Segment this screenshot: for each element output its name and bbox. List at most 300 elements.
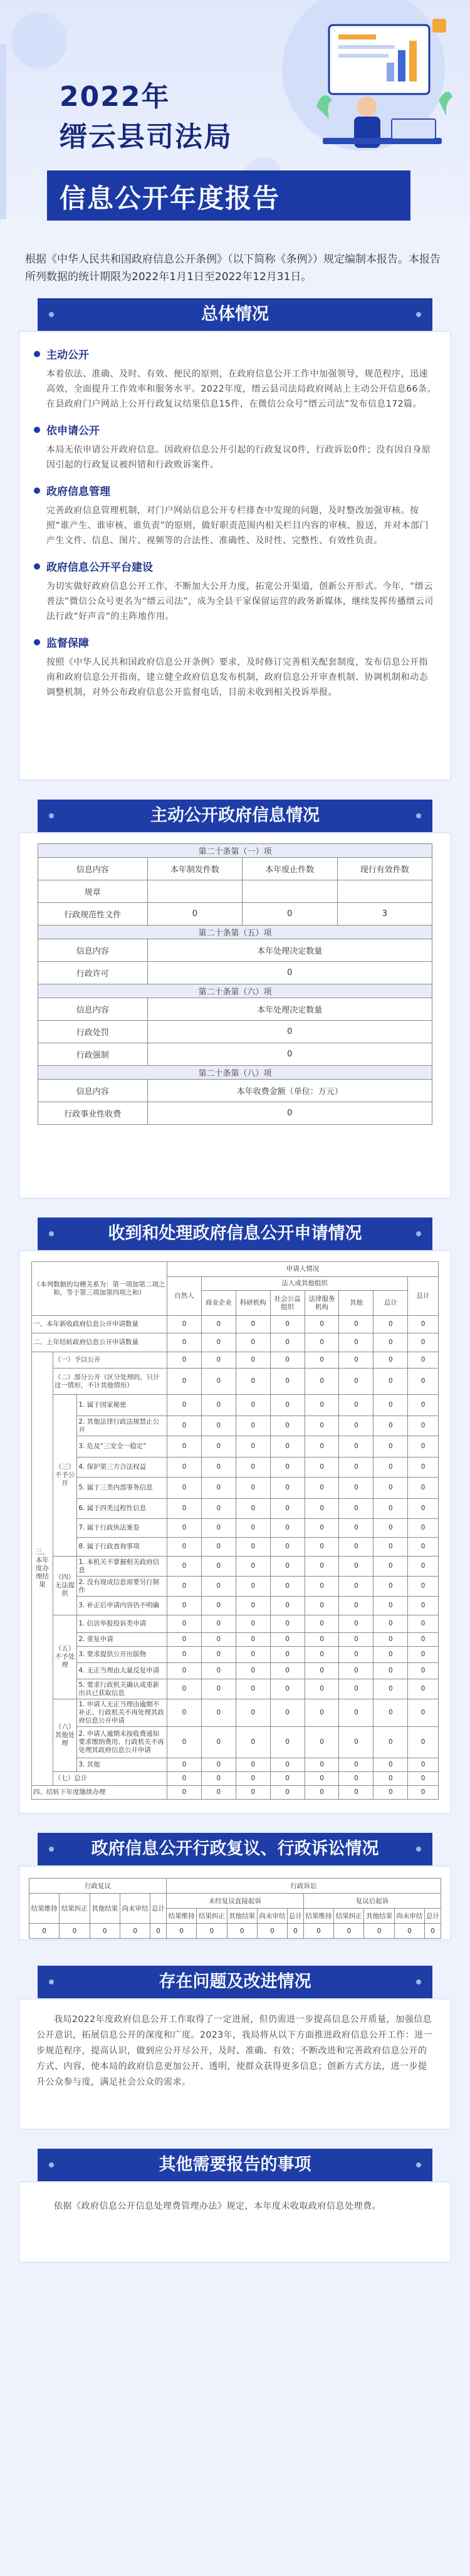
value-cell: 0 xyxy=(236,1519,270,1538)
value-cell: 0 xyxy=(167,1679,201,1699)
table-corner-note: （本列数据的勾稽关系为：第一项加第二项之和，等于第三项加第四项之和） xyxy=(32,1262,167,1316)
table-row xyxy=(32,1519,439,1538)
value-cell: 0 xyxy=(305,1557,339,1577)
value-cell: 0 xyxy=(373,1758,408,1772)
value-cell: 0 xyxy=(305,1436,339,1457)
col-header: 信息内容 xyxy=(38,939,148,962)
table-row xyxy=(32,1679,439,1699)
table-row xyxy=(32,1615,439,1633)
value-cell: 0 xyxy=(339,1772,373,1786)
value-cell: 0 xyxy=(270,1416,305,1436)
value-cell: 0 xyxy=(373,1615,408,1633)
header-hero xyxy=(0,0,470,232)
value-cell: 0 xyxy=(227,1924,257,1939)
row-label: 2. 没有现成信息需要另行制作 xyxy=(77,1577,167,1597)
row-label: 1. 申请人无正当理由逾期不补正、行政机关不再处理其政府信息公开申请 xyxy=(77,1699,167,1727)
value-cell: 0 xyxy=(339,1786,373,1800)
value-cell: 0 xyxy=(408,1369,439,1395)
col-header: 本年制发件数 xyxy=(147,858,242,880)
value-cell: 0 xyxy=(201,1772,236,1786)
cell: 0 xyxy=(147,962,432,984)
value-cell: 0 xyxy=(305,1333,339,1352)
table-row xyxy=(32,1333,439,1352)
item-text: 按照《中华人民共和国政府信息公开条例》要求，及时修订完善相关配套制度，发布信息公开指南和政府信息公开指南，建立健全政府信息发布机制，政府信息公开审查机制、协调机制和动态调整机制，对外公布政府信息公开监督电话，目前未收到相关投诉举报。 xyxy=(46,657,428,697)
value-cell: 0 xyxy=(408,1538,439,1557)
value-cell: 0 xyxy=(339,1633,373,1647)
value-cell: 0 xyxy=(201,1369,236,1395)
value-cell: 0 xyxy=(166,1924,196,1939)
col-header: 总计 xyxy=(288,1909,304,1924)
bullet-icon xyxy=(34,488,40,494)
table-row xyxy=(29,1894,441,1909)
col-header: 其他结果 xyxy=(90,1894,120,1924)
value-cell: 0 xyxy=(305,1647,339,1663)
decor-dot xyxy=(49,813,54,818)
article-heading: 第二十条第（一）项 xyxy=(38,844,432,858)
value-cell: 0 xyxy=(373,1519,408,1538)
value-cell: 0 xyxy=(167,1316,201,1333)
applications-table xyxy=(31,1261,439,1800)
value-cell: 0 xyxy=(270,1395,305,1416)
value-cell: 0 xyxy=(373,1333,408,1352)
value-cell: 0 xyxy=(373,1395,408,1416)
decor-dot xyxy=(49,1231,54,1236)
table-row xyxy=(32,1786,439,1800)
col-header: 行政诉讼 xyxy=(166,1879,441,1894)
value-cell: 0 xyxy=(236,1758,270,1772)
section-title: 政府信息公开行政复议、行政诉讼情况 xyxy=(91,1839,379,1859)
value-cell: 0 xyxy=(373,1647,408,1663)
col-header: 法人或其他组织 xyxy=(201,1277,407,1291)
value-cell: 0 xyxy=(90,1924,120,1939)
col-header: 尚未审结 xyxy=(120,1894,150,1924)
value-cell: 0 xyxy=(339,1499,373,1519)
value-cell: 0 xyxy=(339,1758,373,1772)
row-label: 4. 保护第三方合法权益 xyxy=(77,1457,167,1478)
value-cell: 0 xyxy=(408,1615,439,1633)
value-cell: 0 xyxy=(408,1499,439,1519)
value-cell: 0 xyxy=(270,1538,305,1557)
report-title: 信息公开年度报告 xyxy=(47,170,410,221)
value-cell: 0 xyxy=(201,1557,236,1577)
value-cell: 0 xyxy=(201,1633,236,1647)
value-cell: 0 xyxy=(305,1519,339,1538)
value-cell: 0 xyxy=(303,1924,333,1939)
value-cell: 0 xyxy=(167,1519,201,1538)
bullet-icon xyxy=(34,351,40,357)
item-text: 完善政府信息管理机制，对门户网站信息公开专栏排查中发现的问题，及时整改加强审核。按照“谁产生、谁审核、谁负责”的原则，做好职责范围内相关栏目内容的审核、报送，并对本部门产生文件、信息、图片、视频等的合法性、准确性、及时性、完整性、有效性负责。 xyxy=(46,506,429,546)
section-heading-problems xyxy=(38,1966,432,1998)
value-cell: 0 xyxy=(270,1663,305,1679)
col-header: 信息内容 xyxy=(38,998,148,1021)
table-row xyxy=(32,1416,439,1436)
value-cell: 0 xyxy=(394,1924,424,1939)
value-cell: 0 xyxy=(305,1538,339,1557)
row-label: 行政事业性收费 xyxy=(38,1102,148,1125)
value-cell: 0 xyxy=(270,1519,305,1538)
value-cell: 0 xyxy=(236,1577,270,1597)
value-cell: 0 xyxy=(408,1395,439,1416)
value-cell: 0 xyxy=(339,1647,373,1663)
article-heading: 第二十条第（五）项 xyxy=(38,926,432,939)
section-title: 其他需要报告的事项 xyxy=(159,2155,311,2174)
table-row xyxy=(29,1924,441,1939)
item-label: 政府信息管理 xyxy=(46,486,110,498)
value-cell: 0 xyxy=(236,1727,270,1758)
value-cell: 0 xyxy=(373,1633,408,1647)
decor-dot xyxy=(49,2162,54,2167)
value-cell: 0 xyxy=(201,1538,236,1557)
cell: 0 xyxy=(147,1043,432,1066)
table-row xyxy=(32,1758,439,1772)
value-cell: 0 xyxy=(236,1647,270,1663)
value-cell: 0 xyxy=(236,1499,270,1519)
value-cell: 0 xyxy=(339,1577,373,1597)
value-cell: 0 xyxy=(201,1758,236,1772)
col-header: 结果纠正 xyxy=(334,1909,364,1924)
value-cell: 0 xyxy=(201,1699,236,1727)
value-cell: 0 xyxy=(305,1679,339,1699)
value-cell: 0 xyxy=(339,1663,373,1679)
value-cell: 0 xyxy=(339,1478,373,1499)
value-cell: 0 xyxy=(167,1663,201,1679)
col-header: 商业企业 xyxy=(201,1291,236,1316)
col-header: 法律服务机构 xyxy=(305,1291,339,1316)
value-cell: 0 xyxy=(167,1597,201,1615)
value-cell: 0 xyxy=(167,1395,201,1416)
col-header: 其他结果 xyxy=(364,1909,394,1924)
value-cell: 0 xyxy=(373,1478,408,1499)
value-cell: 0 xyxy=(339,1557,373,1577)
section-heading-proactive xyxy=(38,800,432,832)
col-header: 科研机构 xyxy=(236,1291,270,1316)
value-cell: 0 xyxy=(167,1557,201,1577)
value-cell: 0 xyxy=(236,1395,270,1416)
value-cell: 0 xyxy=(305,1352,339,1369)
value-cell: 0 xyxy=(236,1597,270,1615)
decor-dot xyxy=(416,1979,421,1984)
table-row xyxy=(32,1499,439,1519)
value-cell: 0 xyxy=(373,1316,408,1333)
value-cell: 0 xyxy=(305,1786,339,1800)
row-label: 规章 xyxy=(38,880,148,903)
value-cell: 0 xyxy=(270,1758,305,1772)
decor-dot xyxy=(416,1847,421,1852)
item-text: 为切实做好政府信息公开工作，不断加大公开力度，拓宽公开渠道，创新公开形式。今年，“缙云普法”微信公众号更名为“缙云司法”，成为全县干家保留运营的政务新媒体，继续发挥传播缙云司法行政“好声音”的主阵地作用。 xyxy=(46,581,434,622)
value-cell: 0 xyxy=(270,1772,305,1786)
value-cell: 0 xyxy=(305,1416,339,1436)
value-cell: 0 xyxy=(305,1758,339,1772)
row-label: 3. 要求提供公开出版物 xyxy=(77,1647,167,1663)
table-row xyxy=(32,1352,439,1369)
value-cell: 0 xyxy=(339,1369,373,1395)
col-header: 结果纠正 xyxy=(197,1909,227,1924)
org-name: 缙云县司法局 xyxy=(60,121,232,153)
value-cell: 0 xyxy=(408,1352,439,1369)
cell xyxy=(243,880,337,903)
value-cell: 0 xyxy=(408,1519,439,1538)
value-cell: 0 xyxy=(339,1395,373,1416)
col-header: 结果维持 xyxy=(303,1909,333,1924)
table-row xyxy=(32,1577,439,1597)
section-heading-applications xyxy=(38,1218,432,1250)
value-cell: 0 xyxy=(201,1663,236,1679)
row-label: 5. 属于三类内部事务信息 xyxy=(77,1478,167,1499)
value-cell: 0 xyxy=(373,1352,408,1369)
value-cell: 0 xyxy=(305,1615,339,1633)
col-header: 复议后起诉 xyxy=(303,1894,441,1909)
col-header: 其他 xyxy=(339,1291,373,1316)
subgroup-label: （四）无法提供 xyxy=(53,1557,77,1615)
value-cell: 0 xyxy=(167,1416,201,1436)
value-cell: 0 xyxy=(305,1395,339,1416)
value-cell: 0 xyxy=(236,1352,270,1369)
proactive-card xyxy=(19,832,451,1199)
value-cell: 0 xyxy=(167,1352,201,1369)
value-cell: 0 xyxy=(339,1316,373,1333)
value-cell: 0 xyxy=(167,1615,201,1633)
row-label: （一）予以公开 xyxy=(53,1352,167,1369)
article-heading: 第二十条第（六）项 xyxy=(38,984,432,998)
value-cell: 0 xyxy=(305,1577,339,1597)
value-cell: 0 xyxy=(236,1538,270,1557)
value-cell: 0 xyxy=(373,1499,408,1519)
value-cell: 0 xyxy=(201,1478,236,1499)
group-label: 三、本年度办理结果 xyxy=(32,1352,53,1786)
value-cell: 0 xyxy=(373,1557,408,1577)
value-cell: 0 xyxy=(305,1457,339,1478)
item-title xyxy=(34,422,436,437)
value-cell: 0 xyxy=(373,1727,408,1758)
office-illustration-icon xyxy=(304,13,454,163)
value-cell: 0 xyxy=(270,1557,305,1577)
col-header: 总计 xyxy=(150,1894,167,1924)
cell: 0 xyxy=(147,1102,432,1125)
row-label: 四、结转下年度继续办理 xyxy=(32,1786,167,1800)
value-cell: 0 xyxy=(288,1924,304,1939)
intro-paragraph: 根据《中华人民共和国政府信息公开条例》（以下简称《条例》）规定编制本报告。本报告所列数据的统计期限为2022年1月1日至2022年12月31日。 xyxy=(25,253,441,283)
proactive-table xyxy=(38,843,432,1125)
value-cell: 0 xyxy=(270,1786,305,1800)
row-label: （七）总计 xyxy=(53,1772,167,1786)
value-cell: 0 xyxy=(257,1924,287,1939)
value-cell: 0 xyxy=(150,1924,167,1939)
decor-dot xyxy=(416,813,421,818)
col-header: 申请人情况 xyxy=(167,1262,438,1277)
value-cell: 0 xyxy=(270,1436,305,1457)
col-header: 现行有效件数 xyxy=(337,858,432,880)
value-cell: 0 xyxy=(270,1727,305,1758)
col-header: 结果维持 xyxy=(29,1894,60,1924)
value-cell: 0 xyxy=(270,1333,305,1352)
value-cell: 0 xyxy=(60,1924,90,1939)
row-label: 1. 信访举报投诉类申请 xyxy=(77,1615,167,1633)
decor-circle xyxy=(11,13,68,69)
item-label: 依申请公开 xyxy=(46,425,100,437)
value-cell: 0 xyxy=(373,1457,408,1478)
value-cell: 0 xyxy=(236,1369,270,1395)
cell: 3 xyxy=(337,903,432,926)
value-cell: 0 xyxy=(373,1369,408,1395)
row-label: 2. 申请人逾期未按收费通知要求缴纳费用、行政机关不再处理其政府信息公开申请 xyxy=(77,1727,167,1758)
value-cell: 0 xyxy=(373,1663,408,1679)
table-row xyxy=(32,1557,439,1577)
col-header: 其他结果 xyxy=(227,1909,257,1924)
value-cell: 0 xyxy=(236,1772,270,1786)
value-cell: 0 xyxy=(270,1499,305,1519)
value-cell: 0 xyxy=(408,1699,439,1727)
value-cell: 0 xyxy=(236,1786,270,1800)
value-cell: 0 xyxy=(167,1633,201,1647)
value-cell: 0 xyxy=(201,1416,236,1436)
decor-dot xyxy=(416,2162,421,2167)
value-cell: 0 xyxy=(167,1577,201,1597)
value-cell: 0 xyxy=(201,1333,236,1352)
section-title: 主动公开政府信息情况 xyxy=(150,806,320,825)
value-cell: 0 xyxy=(167,1478,201,1499)
item-text: 本局无依申请公开政府信息。因政府信息公开引起的行政复议0件，行政诉讼0件；没有因自身原因引起的行政复议被纠错和行政败诉案件。 xyxy=(46,445,431,470)
value-cell: 0 xyxy=(305,1597,339,1615)
col-header: 社会公益组织 xyxy=(270,1291,305,1316)
item-title xyxy=(34,558,436,574)
problems-card xyxy=(19,1998,451,2130)
value-cell: 0 xyxy=(305,1478,339,1499)
value-cell: 0 xyxy=(305,1727,339,1758)
table-row xyxy=(32,1395,439,1416)
value-cell: 0 xyxy=(305,1772,339,1786)
table-row xyxy=(32,1663,439,1679)
value-cell: 0 xyxy=(408,1727,439,1758)
table-row xyxy=(32,1316,439,1333)
value-cell: 0 xyxy=(305,1633,339,1647)
value-cell: 0 xyxy=(201,1597,236,1615)
decor-dot xyxy=(416,312,421,317)
value-cell: 0 xyxy=(236,1316,270,1333)
value-cell: 0 xyxy=(408,1647,439,1663)
table-row xyxy=(32,1436,439,1457)
value-cell: 0 xyxy=(167,1436,201,1457)
value-cell: 0 xyxy=(201,1679,236,1699)
value-cell: 0 xyxy=(167,1457,201,1478)
subgroup-label: （五）不予处理 xyxy=(53,1615,77,1699)
value-cell: 0 xyxy=(201,1519,236,1538)
value-cell: 0 xyxy=(373,1538,408,1557)
row-label: 8. 属于行政查询事项 xyxy=(77,1538,167,1557)
table-row xyxy=(32,1538,439,1557)
value-cell: 0 xyxy=(373,1786,408,1800)
table-row xyxy=(32,1369,439,1395)
row-label: 2. 其他法律行政法规禁止公开 xyxy=(77,1416,167,1436)
value-cell: 0 xyxy=(167,1369,201,1395)
col-header: 本年处理决定数量 xyxy=(147,998,432,1021)
value-cell: 0 xyxy=(373,1416,408,1436)
col-header: 结果纠正 xyxy=(60,1894,90,1924)
value-cell: 0 xyxy=(270,1699,305,1727)
subgroup-label: （六）其他处理 xyxy=(53,1699,77,1772)
row-label: 行政许可 xyxy=(38,962,148,984)
review-card xyxy=(19,1865,451,1941)
value-cell: 0 xyxy=(270,1679,305,1699)
row-label: 一、本年新收政府信息公开申请数量 xyxy=(32,1316,167,1333)
value-cell: 0 xyxy=(339,1597,373,1615)
value-cell: 0 xyxy=(236,1663,270,1679)
report-year: 2022年 xyxy=(60,81,170,113)
value-cell: 0 xyxy=(339,1333,373,1352)
row-label: 7. 属于行政执法案卷 xyxy=(77,1519,167,1538)
value-cell: 0 xyxy=(364,1924,394,1939)
row-label: 1. 本机关不掌握相关政府信息 xyxy=(77,1557,167,1577)
value-cell: 0 xyxy=(236,1679,270,1699)
cell xyxy=(337,880,432,903)
value-cell: 0 xyxy=(408,1597,439,1615)
value-cell: 0 xyxy=(408,1772,439,1786)
decor-dot xyxy=(416,1231,421,1236)
cell xyxy=(147,880,242,903)
value-cell: 0 xyxy=(167,1699,201,1727)
table-row xyxy=(29,1879,441,1894)
section-title: 收到和处理政府信息公开申请情况 xyxy=(108,1224,362,1243)
value-cell: 0 xyxy=(408,1663,439,1679)
value-cell: 0 xyxy=(201,1316,236,1333)
col-header: 尚未审结 xyxy=(394,1909,424,1924)
row-label: 3. 危及“三安全一稳定” xyxy=(77,1436,167,1457)
item-title xyxy=(34,482,436,498)
row-label: 4. 无正当理由大量反复申请 xyxy=(77,1663,167,1679)
row-label: （二）部分公开（区分处理的，只计这一情形，不计其他情形） xyxy=(53,1369,167,1395)
value-cell: 0 xyxy=(408,1758,439,1772)
value-cell: 0 xyxy=(236,1436,270,1457)
value-cell: 0 xyxy=(339,1352,373,1369)
decor-dot xyxy=(49,312,54,317)
cell: 0 xyxy=(243,903,337,926)
table-row xyxy=(32,1772,439,1786)
value-cell: 0 xyxy=(425,1924,441,1939)
value-cell: 0 xyxy=(270,1597,305,1615)
value-cell: 0 xyxy=(408,1633,439,1647)
value-cell: 0 xyxy=(339,1679,373,1699)
value-cell: 0 xyxy=(373,1436,408,1457)
value-cell: 0 xyxy=(236,1478,270,1499)
value-cell: 0 xyxy=(201,1457,236,1478)
value-cell: 0 xyxy=(334,1924,364,1939)
value-cell: 0 xyxy=(120,1924,150,1939)
decor-dot xyxy=(49,1979,54,1984)
item-title xyxy=(34,634,436,650)
value-cell: 0 xyxy=(270,1352,305,1369)
value-cell: 0 xyxy=(408,1316,439,1333)
bullet-icon xyxy=(34,427,40,433)
value-cell: 0 xyxy=(236,1699,270,1727)
cell: 0 xyxy=(147,903,242,926)
value-cell: 0 xyxy=(201,1786,236,1800)
value-cell: 0 xyxy=(305,1369,339,1395)
value-cell: 0 xyxy=(201,1395,236,1416)
value-cell: 0 xyxy=(339,1615,373,1633)
value-cell: 0 xyxy=(29,1924,60,1939)
col-header: 结果维持 xyxy=(166,1909,196,1924)
value-cell: 0 xyxy=(408,1333,439,1352)
row-label: 3. 其他 xyxy=(77,1758,167,1772)
col-header: 总计 xyxy=(373,1291,408,1316)
value-cell: 0 xyxy=(201,1577,236,1597)
col-header: 尚未审结 xyxy=(257,1909,287,1924)
item-title xyxy=(34,346,436,362)
section-title: 总体情况 xyxy=(201,305,269,324)
section-title: 存在问题及改进情况 xyxy=(159,1972,311,1991)
value-cell: 0 xyxy=(339,1727,373,1758)
value-cell: 0 xyxy=(236,1333,270,1352)
bullet-icon xyxy=(34,639,40,645)
